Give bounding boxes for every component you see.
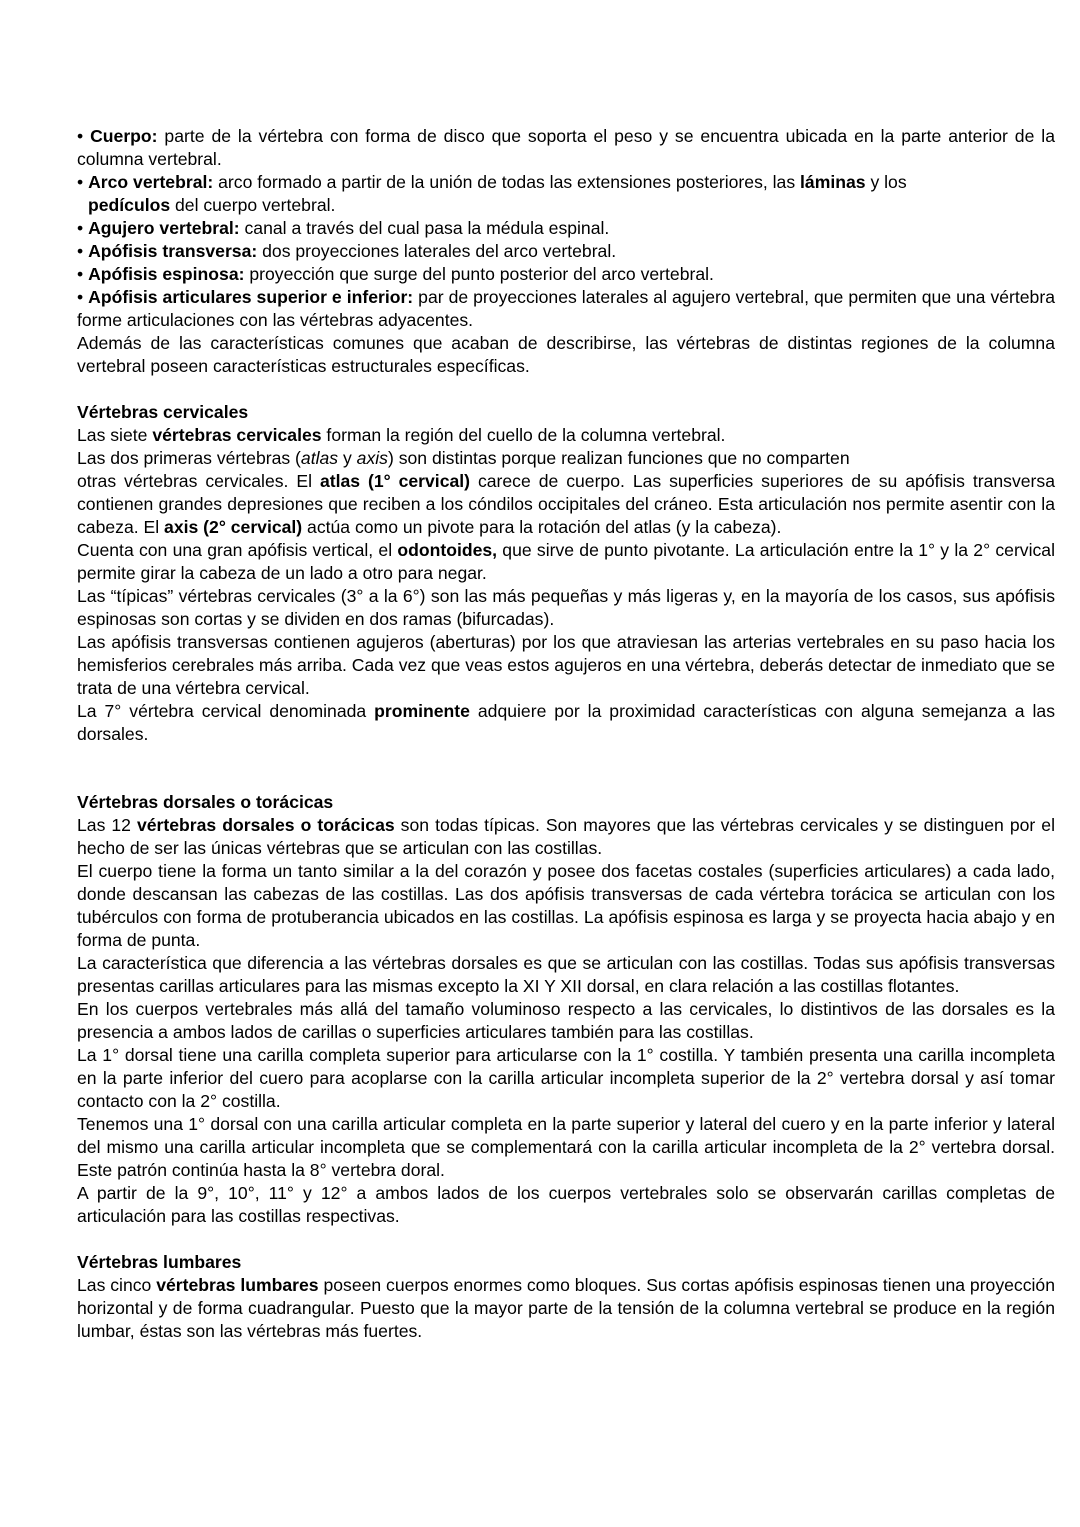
bullet-arco-vertebral: • Arco vertebral: arco formado a partir de la unión de todas las extensiones posteriores, las láminas y los (77, 172, 907, 192)
dorsales-p2: El cuerpo tiene la forma un tanto similar a la del corazón y posee dos facetas costales (superficies articulares) a cada lado, donde descansan las cabezas de las costillas. Las dos apófisis transversas de cada vértebra torácica se articulan con los tubérculos con forma de protuberancia ubicados en las costillas. La apófisis espinosa es larga y se proyecta hacia abajo y en forma de punta. (77, 861, 1055, 950)
bullet-apofisis-espinosa: • Apófisis espinosa: proyección que surge del punto posterior del arco vertebral. (77, 264, 714, 284)
bullet-cuerpo: • Cuerpo: parte de la vértebra con forma de disco que soporta el peso y se encuentra ubicada en la parte anterior de la columna vertebral. (77, 126, 1055, 169)
heading-lumbares: Vértebras lumbares (77, 1252, 242, 1272)
dorsales-p4: En los cuerpos vertebrales más allá del tamaño voluminoso respecto a las cervicales, lo distintivos de las dorsales es la presencia a ambos lados de carillas o superficies articulares también para las costillas. (77, 999, 1055, 1042)
cervicales-p1: Las siete vértebras cervicales forman la región del cuello de la columna vertebral. (77, 425, 726, 445)
dorsales-p7: A partir de la 9°, 10°, 11° y 12° a ambos lados de los cuerpos vertebrales solo se observarán carillas completas de articulación para las costillas respectivas. (77, 1183, 1055, 1226)
heading-cervicales: Vértebras cervicales (77, 402, 249, 422)
dorsales-p3: La característica que diferencia a las vértebras dorsales es que se articulan con las costillas. Todas sus apófisis transversas presentas carillas articulares para las mismas excepto la XI Y XII dorsal, en clara relación a las costillas flotantes. (77, 953, 1055, 996)
document-page (77, 125, 1055, 1343)
bullet-agujero-vertebral: • Agujero vertebral: canal a través del cual pasa la médula espinal. (77, 218, 610, 238)
bullet-arco-vertebral-cont: pedículos del cuerpo vertebral. (88, 195, 336, 215)
cervicales-p2: Las dos primeras vértebras (atlas y axis) son distintas porque realizan funciones que no comparten (77, 448, 850, 468)
intro-paragraph: Además de las características comunes que acaban de describirse, las vértebras de distintas regiones de la columna vertebral poseen características estructurales específicas. (77, 333, 1055, 376)
heading-dorsales: Vértebras dorsales o torácicas (77, 792, 334, 812)
dorsales-p6: Tenemos una 1° dorsal con una carilla articular completa en la parte superior y lateral del cuero y en la parte inferior y lateral del mismo una carilla articular incompleta que se complementará con la carilla articular incompleta de la 2° vertebra dorsal. Este patrón continúa hasta la 8° vertebra doral. (77, 1114, 1055, 1180)
cervicales-p7: La 7° vértebra cervical denominada prominente adquiere por la proximidad características con alguna semejanza a las dorsales. (77, 701, 1055, 744)
cervicales-p5: Las “típicas” vértebras cervicales (3° a la 6°) son las más pequeñas y más ligeras y, en la mayoría de los casos, sus apófisis espinosas son cortas y se dividen en dos ramas (bifurcadas). (77, 586, 1055, 629)
lumbares-p1: Las cinco vértebras lumbares poseen cuerpos enormes como bloques. Sus cortas apófisis espinosas tienen una proyección horizontal y de forma cuadrangular. Puesto que la mayor parte de la tensión de la columna vertebral se produce en la región lumbar, éstas son las vértebras más fuertes. (77, 1275, 1056, 1341)
dorsales-p1: Las 12 vértebras dorsales o torácicas son todas típicas. Son mayores que las vértebras cervicales y se distinguen por el hecho de ser las únicas vértebras que se articulan con las costillas. (77, 815, 1055, 858)
bullet-apofisis-articulares: • Apófisis articulares superior e inferior: par de proyecciones laterales al agujero vertebral, que permiten que una vértebra forme articulaciones con las vértebras adyacentes. (77, 287, 1055, 330)
cervicales-p4: Cuenta con una gran apófisis vertical, el odontoides, que sirve de punto pivotante. La articulación entre la 1° y la 2° cervical permite girar la cabeza de un lado a otro para negar. (77, 540, 1055, 583)
cervicales-p3: otras vértebras cervicales. El atlas (1° cervical) carece de cuerpo. Las superficies superiores de su apófisis transversa contienen grandes depresiones que reciben a los cóndilos occipitales del cráneo. Esta articulación nos permite asentir con la cabeza. El axis (2° cervical) actúa como un pivote para la rotación del atlas (y la cabeza). (77, 471, 1055, 537)
bullet-apofisis-transversa: • Apófisis transversa: dos proyecciones laterales del arco vertebral. (77, 241, 617, 261)
dorsales-p5: La 1° dorsal tiene una carilla completa superior para articularse con la 1° costilla. Y también presenta una carilla incompleta en la parte inferior del cuero para acoplarse con la carilla articular incompleta superior de la 2° vertebra dorsal y así tomar contacto con la 2° costilla. (77, 1045, 1055, 1111)
cervicales-p6: Las apófisis transversas contienen agujeros (aberturas) por los que atraviesan las arterias vertebrales en su paso hacia los hemisferios cerebrales más arriba. Cada vez que veas estos agujeros en una vértebra, deberás detectar de inmediato que se trata de una vértebra cervical. (77, 632, 1055, 698)
